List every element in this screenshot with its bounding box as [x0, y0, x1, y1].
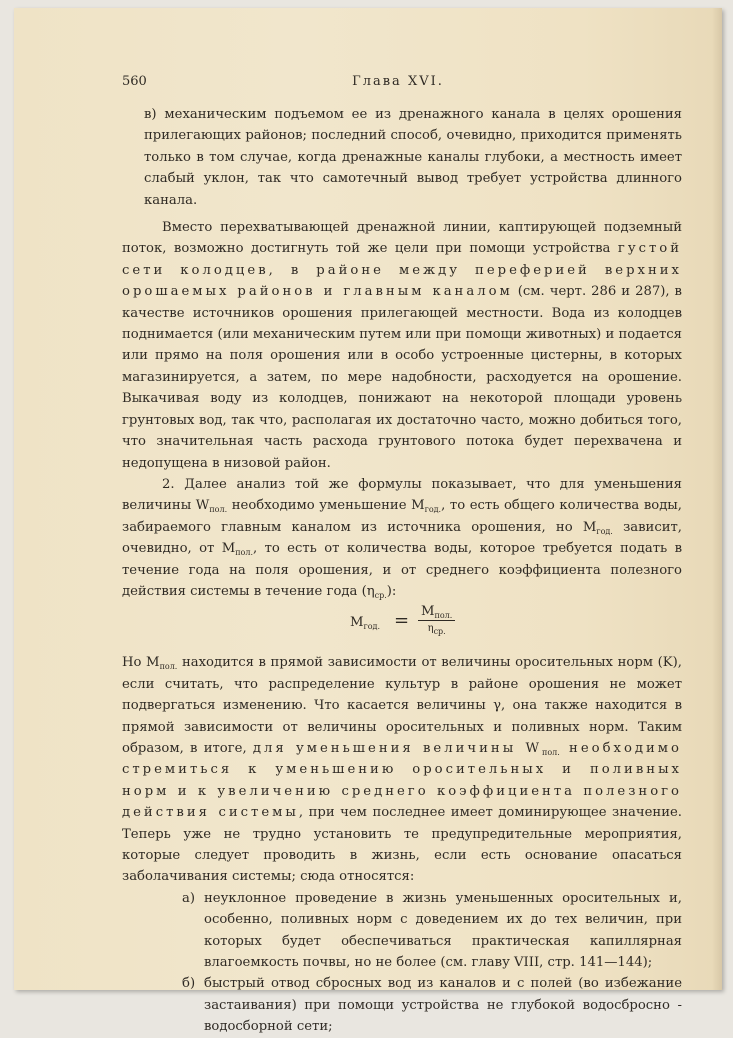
formula-equals: =	[394, 610, 410, 632]
para3-text-2: находится в прямой зависимости от величины оросительных норм (K), если считать, что распределение культур в районе орошения не может подвергаться изменению. Что касается величины γ, она также находится в прямой зависимости от величины оросительных и поливных норм. Таким образом, в итоге,	[122, 655, 682, 756]
formula-lhs-symbol: M	[350, 615, 364, 631]
paragraph-norms	[122, 652, 682, 887]
para2-sub-1: пол.	[209, 505, 228, 515]
para3-emphasis-2: необходимо стремиться к уменьшению оросительных и поливных норм и к увеличению среднего коэффициента полезного действия системы	[122, 740, 682, 821]
para2-sub-3: год.	[596, 526, 613, 536]
formula-fraction	[418, 604, 455, 637]
formula-denominator	[418, 621, 455, 637]
para2-text-6: ):	[386, 583, 397, 599]
para2-sub-5: ср.	[374, 590, 387, 600]
list-item-b-marker: б)	[182, 976, 196, 992]
paragraph-wells-text-c: (см. черт. 286 и 287), в качестве источников орошения прилегающей местности. Вода из колодцев поднимается (или механическим путем или при помощи животных) и подается или прямо на поля орошения или в особо устроенные цистерны, в которых магазинируется, а затем, по мере надобности, расходуется на орошение. Выкачивая воду из колодцев, понижают на некоторой площади уровень грунтовых вод, так что, располагая их достаточно часто, можно добиться того, что значительная часть расхода грунтового потока будет перехвачена и недопущена в низовой район.	[122, 284, 682, 471]
formula-lhs-sub: год.	[363, 622, 380, 632]
paragraph-wells-emphasis: густой сети колодцев, в районе между переферией верхних орошаемых районов и главным каналом	[122, 241, 682, 300]
formula-num-sub: пол.	[434, 611, 453, 621]
page-header	[122, 74, 674, 94]
para2-text-1: 2. Далее анализ той же формулы показывает, что для уменьшения величины W	[122, 476, 682, 514]
item-v: в) механическим подъемом ее из дренажного канала в целях орошения прилегающих районов; последний способ, очевидно, приходится применять только в том случае, когда дренажные каналы глубоки, а местность имеет слабый уклон, так что самотечный вывод требует устройства длинного канала.	[144, 107, 682, 208]
page-number: 560	[122, 74, 147, 89]
para3-sub-2: пол.	[542, 747, 560, 757]
formula-lhs	[350, 612, 380, 633]
para3-text-3: , при чем последнее имеет доминирующее значение. Теперь уже не трудно установить те предупредительные мероприятия, которые следует проводить в жизнь, если есть основание опасаться заболачивания системы; сюда относятся:	[122, 805, 682, 885]
para3-emphasis-1: для уменьшения величины W	[252, 740, 542, 756]
para3-sub-1: пол.	[159, 662, 178, 672]
list-item-b-text: быстрый отвод сбросных вод из каналов и с полей (во избежание застаивания) при помощи устройства не глубокой водосбросно - водосборной сети;	[204, 976, 682, 1035]
paragraph-wells-text-a: Вместо перехватывающей дренажной линии, каптирующей подземный поток, возможно достигнуть той же цели при помощи устройства	[122, 220, 682, 257]
page-body	[122, 104, 682, 1038]
formula-numerator	[418, 604, 455, 621]
book-page	[14, 8, 722, 1035]
para2-text-4: зависит, очевидно, от M	[122, 519, 683, 557]
list-item-a-marker: а)	[182, 890, 196, 906]
formula-den-symbol: η	[427, 623, 434, 635]
paragraph-formula-analysis	[122, 474, 682, 602]
para2-sub-2: год.	[424, 505, 442, 515]
list-item-a	[122, 888, 682, 974]
para2-text-5: , то есть от количества воды, которое требуется подать в течение года на поля орошения, и от среднего коэффициента полезного действия системы в течение года (η	[122, 541, 683, 599]
para2-text-3: , то есть общего количества воды, забираемого главным каналом из источника орошения, но M	[122, 498, 682, 535]
list-item-b	[122, 973, 682, 1037]
chapter-title: Глава XVI.	[352, 74, 444, 89]
formula-num-symbol: M	[421, 604, 435, 620]
para3-text-1: Но M	[122, 655, 160, 671]
formula	[122, 604, 682, 644]
paragraph-wells	[122, 217, 682, 474]
list-item-a-text: неуклонное проведение в жизнь уменьшенных оросительных и, особенно, поливных норм с доведением их до тех величин, при которых будет обеспечиваться практическая капиллярная влагоемкость почвы, но не более (см. главу VIII, стр. 141—144);	[204, 890, 682, 971]
formula-den-sub: ср.	[433, 627, 446, 637]
para2-text-2: необходимо уменьшение M	[227, 498, 425, 514]
page-edge-shadow	[712, 8, 722, 990]
para2-sub-4: пол.	[235, 548, 253, 558]
